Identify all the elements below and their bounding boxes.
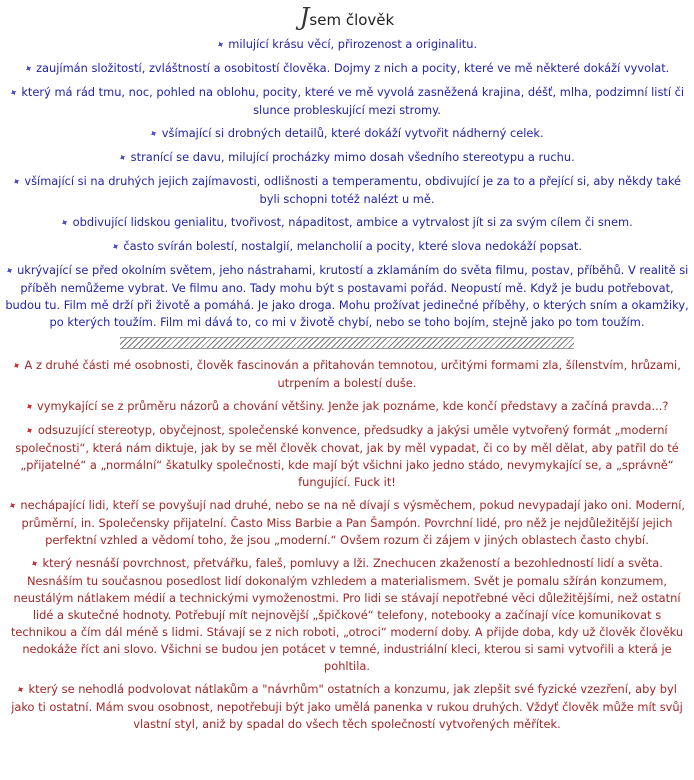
item-text: odsuzující stereotyp, obyčejnost, společenské konvence, předsudky a jakýsi uměle vytvořený formát „moderní společnosti“, která nám diktuje, jak by se měl člověk chovat, jak by měl vypadat, či co by měl dělat, aby patřil do té „přijatelné“ a „normální“ škatulky společnosti, kde mají být všichni jako jedno stádo, nevymykající se, a „správně“ fungující. Fuck it!	[15, 423, 679, 489]
list-item	[2, 238, 692, 256]
item-text: který se nehodlá podvolovat nátlakům a "návrhům" ostatních a konzumu, jak zlepšit své fyzické vzezření, aby byl jako ti ostatní. Mám svou osobnost, nepotřebuji být jako umělá panenka v rukou druhých. Vždyť člověk může mít svůj vlastní styl, aniž by spadal do všech těch společností vytvořených měřítek.	[11, 682, 683, 731]
list-item	[2, 555, 692, 675]
list-item	[2, 214, 692, 232]
list-item	[2, 125, 692, 143]
page-title	[0, 3, 694, 31]
title-initial: J	[299, 3, 310, 31]
item-text: všímající si drobných detailů, které dokáží vytvořit nádherný celek.	[161, 126, 544, 140]
item-text: nechápající lidi, kteří se povyšují nad druhé, nebo se na ně dívají s výsměchem, pokud nevypadají jako oni. Moderní, průměrní, in. Společensky přijatelní. Často Miss Barbie a Pan Šampón. Povrchní lidé, pro něž je nejdůležitější jejich perfektní vzhled a vědomí toho, že jsou „moderní.“ Ovšem rozum či zájem v jiných oblastech často chybí.	[20, 498, 686, 547]
list-item	[2, 398, 692, 416]
sparkle-icon: ✦	[24, 424, 38, 439]
list-item	[2, 149, 692, 167]
sparkle-icon: ✦	[14, 683, 28, 698]
item-text: stranící se davu, milující procházky mimo dosah všedního stereotypu a ruchu.	[130, 150, 575, 164]
list-item	[2, 173, 692, 208]
item-text: často svírán bolestí, nostalgií, melancholií a pocity, které slova nedokáží popsat.	[123, 239, 582, 253]
list-item	[2, 357, 692, 392]
item-text: vymykající se z průměru názorů a chování většiny. Jenže jak poznáme, kde končí představy a začíná pravda...?	[36, 399, 669, 413]
sparkle-icon: ✦	[148, 127, 161, 142]
item-text: obdivující lidskou genialitu, tvořivost, nápaditost, ambice a vytrvalost jít si za svým cílem či snem.	[72, 215, 633, 229]
item-text: který má rád tmu, noc, pohled na oblohu, pocity, které ve mě vyvolá zasněžená krajina, déšť, mlha, podzimní listí či slunce probleskující mezi stromy.	[21, 85, 685, 117]
sparkle-icon: ✦	[109, 240, 123, 255]
list-item	[2, 84, 692, 119]
item-text: A z druhé části mé osobnosti, člověk fascinován a přitahován temnotou, určitými formami zla, šílenstvím, hrůzami, utrpením a bolestí duše.	[24, 358, 681, 390]
item-text: milující krásu věcí, přirozenost a originalitu.	[228, 37, 478, 51]
sparkle-icon: ✦	[23, 400, 37, 415]
sparkle-icon: ✦	[22, 62, 36, 77]
sparkle-icon: ✦	[10, 359, 24, 374]
sparkle-icon: ✦	[6, 499, 20, 514]
item-text: který nesnáší povrchnost, přetvářku, faleš, pomluvy a lži. Znechucen zkažeností a bezohledností lidí a světa. Nesnáším tu současnou posedlost lidí dokonalým vzhledem a materialismem. Svět je pomalu sžírán konzumem, neustálým nátlakem médií a technickými vymoženostmi. Pro lidi se stávají nepotřebné věci důležitějšími, než ostatní lidé a skutečné hodnoty. Potřebují mít nejnovější „špičkové“ telefony, notebooky a začínají více komunikovat s technikou a čím dál méně s lidmi. Stávají se z nich roboti, „otroci“ moderní doby. A přijde doba, kdy už člověk člověku nedokáže říct ani slovo. Všichni se budou jen potácet v temné, industriální kleci, kterou si sami vytvořili a která je pohltila.	[10, 556, 684, 673]
blue-section	[0, 36, 694, 331]
sparkle-icon: ✦	[214, 38, 228, 53]
sparkle-icon: ✦	[3, 264, 17, 279]
sparkle-icon: ✦	[117, 151, 130, 166]
sparkle-icon: ✦	[59, 216, 72, 231]
item-text: zaujímán složitostí, zvláštností a osobitostí člověka. Dojmy z nich a pocity, které ve mě některé dokáží vyvolat.	[36, 61, 670, 75]
list-item	[2, 422, 692, 491]
red-section	[0, 357, 694, 733]
item-text: všímající si na druhých jejich zajímavosti, odlišnosti a temperamentu, obdivující je za to a přející si, aby někdy také byli schopni totéž nalézt u mě.	[24, 174, 682, 206]
list-item	[2, 60, 692, 78]
sparkle-icon: ✦	[28, 557, 42, 572]
item-text: ukrývající se před okolním světem, jeho nástrahami, krutostí a zklamáním do světa filmu, postav, příběhů. V realitě si příběh nemůžeme vybrat. Ve filmu ano. Tady mohu být s postavami pořád. Neopustí mě. Když je budu potřebovat, budou tu. Film mě drží při životě a pomáhá. Je jako droga. Mohu prožívat jedinečné příběhy, o kterých sním a okamžiky, po kterých toužím. Film mi dává to, co mi v životě chybí, nebo se toho bojím, stejně jako po tom toužím.	[5, 263, 689, 329]
title-text: sem člověk	[309, 11, 395, 29]
list-item	[2, 36, 692, 54]
list-item	[2, 497, 692, 549]
list-item	[2, 262, 692, 331]
sparkle-icon: ✦	[7, 86, 21, 101]
sparkle-icon: ✦	[10, 175, 24, 190]
list-item	[2, 681, 692, 733]
section-divider	[120, 337, 574, 349]
